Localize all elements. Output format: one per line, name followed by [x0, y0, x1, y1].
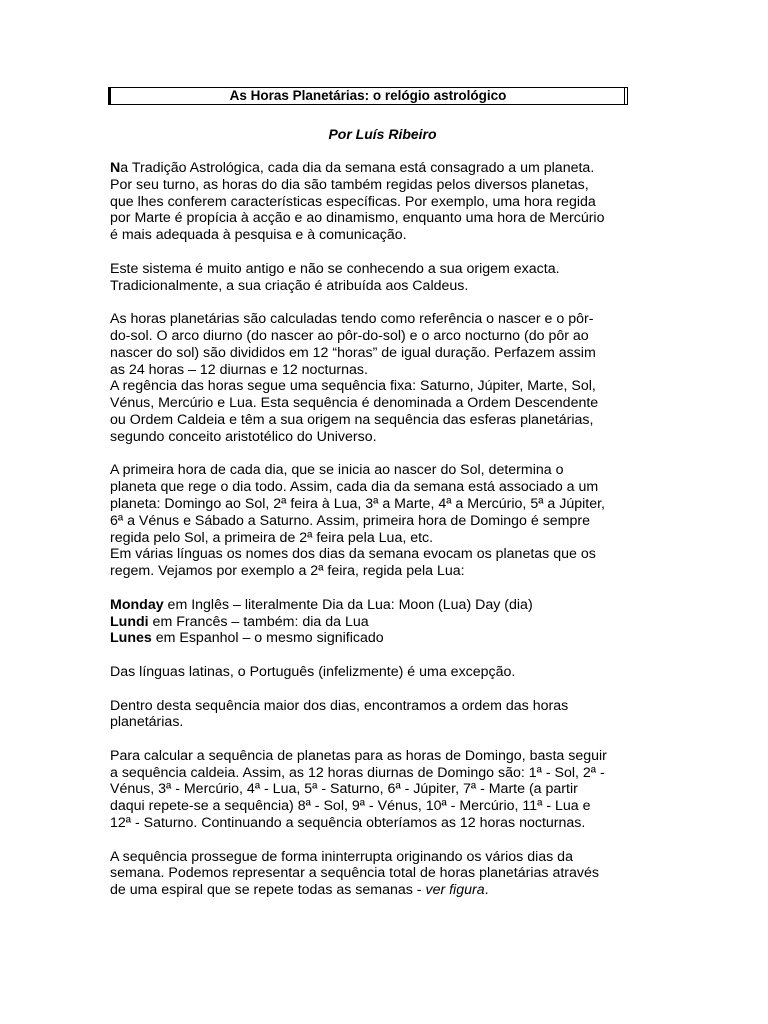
paragraph-line: do-sol. O arco diurno (do nascer ao pôr-do-sol) e o arco nocturno (do pôr ao	[110, 327, 589, 344]
day-name-item: Lunes em Espanhol – o mesmo significado	[110, 630, 384, 647]
paragraph-line: Em várias línguas os nomes dos dias da semana evocam os planetas que os	[110, 546, 596, 563]
paragraph-line: Para calcular a sequência de planetas para as horas de Domingo, basta seguir	[110, 747, 607, 764]
paragraph-line: regida pelo Sol, a primeira de 2ª feira pela Lua, etc.	[110, 529, 434, 546]
paragraph-line: Vénus, Mercúrio e Lua. Esta sequência é denominada a Ordem Descendente	[110, 395, 599, 412]
day-word: Lunes	[110, 630, 152, 647]
paragraph-sequence	[110, 698, 655, 732]
paragraph-line: A sequência prossegue de forma ininterrupta originando os vários dias da	[110, 848, 573, 865]
paragraph-line: 6ª a Vénus e Sábado a Saturno. Assim, primeira hora de Domingo é sempre	[110, 512, 591, 529]
paragraph-origin	[110, 261, 655, 295]
paragraph-line: A primeira hora de cada dia, que se inicia ao nascer do Sol, determina o	[110, 462, 564, 479]
paragraph-exception	[110, 664, 655, 681]
document-page	[110, 87, 655, 899]
paragraph-line: regem. Vejamos por exemplo a 2ª feira, regida pela Lua:	[110, 563, 465, 580]
author-byline: Por Luís Ribeiro	[328, 126, 437, 142]
paragraph-line: a sequência caldeia. Assim, as 12 horas diurnas de Domingo são: 1ª - Sol, 2ª -	[110, 764, 605, 781]
paragraph-line: semana. Podemos representar a sequência total de horas planetárias através	[110, 865, 599, 882]
paragraph-calculation	[110, 311, 655, 445]
figure-reference: ver figura	[425, 882, 485, 899]
paragraph-line: Tradicionalmente, a sua criação é atribuída aos Caldeus.	[110, 277, 469, 294]
paragraph-line: planeta: Domingo ao Sol, 2ª feira à Lua, 3ª a Marte, 4ª a Mercúrio, 5ª a Júpiter,	[110, 495, 605, 512]
paragraph-line: A regência das horas segue uma sequência fixa: Saturno, Júpiter, Marte, Sol,	[110, 378, 596, 395]
paragraph-line: de uma espiral que se repete todas as semanas - ver figura.	[110, 882, 489, 899]
day-name-item: Monday em Inglês – literalmente Dia da Lua: Moon (Lua) Day (dia)	[110, 596, 533, 613]
paragraph-line: segundo conceito aristotélico do Universo.	[110, 428, 377, 445]
paragraph-line: as 24 horas – 12 diurnas e 12 nocturnas.	[110, 361, 368, 378]
paragraph-line: que lhes conferem características específicas. Por exemplo, uma hora regida	[110, 193, 596, 210]
paragraph-line: As horas planetárias são calculadas tendo como referência o nascer e o pôr-	[110, 311, 594, 328]
paragraph-spiral	[110, 849, 655, 899]
paragraph-line: 12ª - Saturno. Continuando a sequência obteríamos as 12 horas nocturnas.	[110, 815, 586, 832]
paragraph-line: Na Tradição Astrológica, cada dia da semana está consagrado a um planeta.	[110, 160, 595, 176]
paragraph-line: Dentro desta sequência maior dos dias, encontramos a ordem das horas	[110, 697, 569, 714]
paragraph-line: planeta que rege o dia todo. Assim, cada dia da semana está associado a um	[110, 479, 599, 496]
paragraph-line: é mais adequada à pesquisa e à comunicação.	[110, 227, 407, 244]
day-names-list	[110, 597, 655, 647]
day-word: Monday	[110, 596, 164, 613]
drop-letter: N	[110, 160, 121, 176]
paragraph-first-hour	[110, 462, 655, 580]
paragraph-line: daqui repete-se a sequência) 8ª - Sol, 9ª - Vénus, 10ª - Mercúrio, 11ª - Lua e	[110, 798, 591, 815]
day-word: Lundi	[110, 613, 149, 630]
paragraph-line: Este sistema é muito antigo e não se conhecendo a sua origem exacta.	[110, 260, 560, 277]
paragraph-line: ou Ordem Caldeia e têm a sua origem na sequência das esferas planetárias,	[110, 411, 594, 428]
paragraph-line: planetárias.	[110, 714, 184, 731]
document-title: As Horas Planetárias: o relógio astrológico	[108, 87, 628, 105]
paragraph-line: Das línguas latinas, o Português (infelizmente) é uma excepção.	[110, 663, 516, 680]
paragraph-line: nascer do sol) são divididos em 12 “horas” de igual duração. Perfazem assim	[110, 344, 596, 361]
paragraph-line: Vénus, 3ª - Mercúrio, 4ª - Lua, 5ª - Saturno, 6ª - Júpiter, 7ª - Marte (a partir	[110, 781, 578, 798]
paragraph-line: Por seu turno, as horas do dia são também regidas pelos diversos planetas,	[110, 176, 589, 193]
paragraph-line: por Marte é propícia à acção e ao dinamismo, enquanto uma hora de Mercúrio	[110, 210, 605, 227]
day-name-item: Lundi em Francês – também: dia da Lua	[110, 613, 369, 630]
paragraph-sunday-hours	[110, 748, 655, 832]
paragraph-intro	[110, 160, 655, 244]
